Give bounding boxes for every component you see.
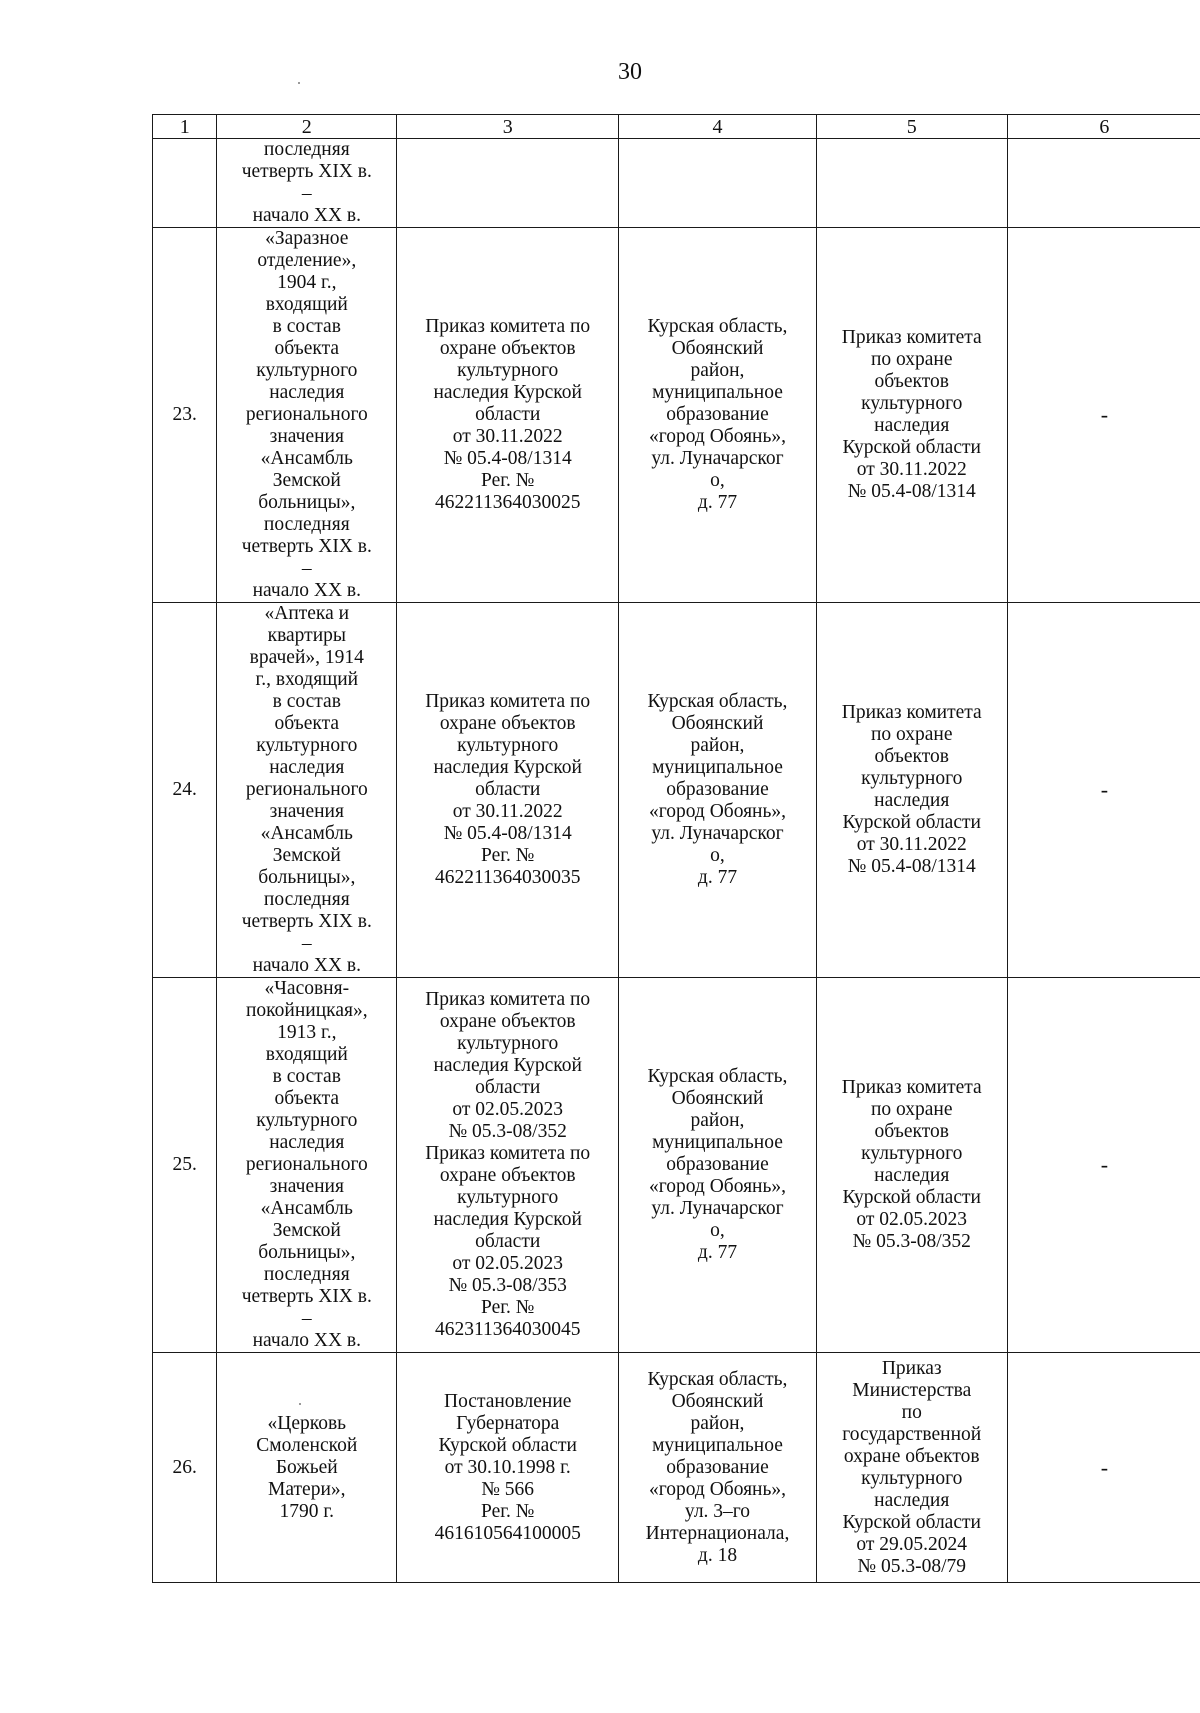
table-row bbox=[153, 1353, 1200, 1583]
column-header-1: 1 bbox=[153, 115, 217, 139]
registration-document: Приказ комитета по охране объектов культурного наследия Курской области от 30.11.2022 № 05.4-08/1314 Рег. № 462211364030025 bbox=[397, 228, 619, 603]
object-address: Курская область, Обоянский район, муниципальное образование «город Обоянь», ул. Луначарског о, д. 77 bbox=[619, 228, 817, 603]
table-row bbox=[153, 978, 1200, 1353]
column-header-5: 5 bbox=[816, 115, 1007, 139]
row-number: 24. bbox=[153, 603, 217, 978]
object-name: последняя четверть XIX в. – начало XX в. bbox=[217, 139, 397, 228]
protection-act: Приказ комитета по охране объектов культурного наследия Курской области от 02.05.2023 № 05.3-08/352 bbox=[816, 978, 1007, 1353]
table-row bbox=[153, 228, 1200, 603]
registration-document: Приказ комитета по охране объектов культурного наследия Курской области от 02.05.2023 № 05.3-08/352 Приказ комитета по охране объектов культурного наследия Курской области от 02.05.2023 № 05.3-08/353 Рег. № 462311364030045 bbox=[397, 978, 619, 1353]
column-header-2: 2 bbox=[217, 115, 397, 139]
object-address: Курская область, Обоянский район, муниципальное образование «город Обоянь», ул. 3–го Интернационала, д. 18 bbox=[619, 1353, 817, 1583]
protection-act bbox=[816, 139, 1007, 228]
column-header-3: 3 bbox=[397, 115, 619, 139]
column-header-4: 4 bbox=[619, 115, 817, 139]
row-number: 25. bbox=[153, 978, 217, 1353]
protection-act: Приказ комитета по охране объектов культурного наследия Курской области от 30.11.2022 № 05.4-08/1314 bbox=[816, 228, 1007, 603]
object-address: Курская область, Обоянский район, муниципальное образование «город Обоянь», ул. Луначарског о, д. 77 bbox=[619, 978, 817, 1353]
scan-artifact bbox=[298, 82, 300, 84]
column-6-value: - bbox=[1007, 978, 1200, 1353]
row-number bbox=[153, 139, 217, 228]
column-6-value: - bbox=[1007, 1353, 1200, 1583]
object-address: Курская область, Обоянский район, муниципальное образование «город Обоянь», ул. Луначарског о, д. 77 bbox=[619, 603, 817, 978]
table-row bbox=[153, 139, 1200, 228]
table-header-row bbox=[153, 115, 1200, 139]
object-name: «Аптека и квартиры врачей», 1914 г., входящий в состав объекта культурного наследия регионального значения «Ансамбль Земской больницы», последняя четверть XIX в. – начало XX в. bbox=[217, 603, 397, 978]
object-name: «Церковь Смоленской Божьей Матери», 1790 г. bbox=[217, 1353, 397, 1583]
object-name: «Заразное отделение», 1904 г., входящий в состав объекта культурного наследия регионального значения «Ансамбль Земской больницы», последняя четверть XIX в. – начало XX в. bbox=[217, 228, 397, 603]
object-address bbox=[619, 139, 817, 228]
column-6-value: - bbox=[1007, 228, 1200, 603]
column-header-6: 6 bbox=[1007, 115, 1200, 139]
column-6-value: - bbox=[1007, 603, 1200, 978]
registration-document: Приказ комитета по охране объектов культурного наследия Курской области от 30.11.2022 № 05.4-08/1314 Рег. № 462211364030035 bbox=[397, 603, 619, 978]
column-6-value bbox=[1007, 139, 1200, 228]
table-row bbox=[153, 603, 1200, 978]
registration-document bbox=[397, 139, 619, 228]
registration-document: Постановление Губернатора Курской области от 30.10.1998 г. № 566 Рег. № 461610564100005 bbox=[397, 1353, 619, 1583]
object-name: «Часовня- покойницкая», 1913 г., входящий в состав объекта культурного наследия регионального значения «Ансамбль Земской больницы», последняя четверть XIX в. – начало XX в. bbox=[217, 978, 397, 1353]
protection-act: Приказ Министерства по государственной охране объектов культурного наследия Курской области от 29.05.2024 № 05.3-08/79 bbox=[816, 1353, 1007, 1583]
page-number: 30 bbox=[618, 59, 642, 85]
heritage-objects-table bbox=[152, 114, 1200, 1583]
row-number: 23. bbox=[153, 228, 217, 603]
row-number: 26. bbox=[153, 1353, 217, 1583]
protection-act: Приказ комитета по охране объектов культурного наследия Курской области от 30.11.2022 № 05.4-08/1314 bbox=[816, 603, 1007, 978]
